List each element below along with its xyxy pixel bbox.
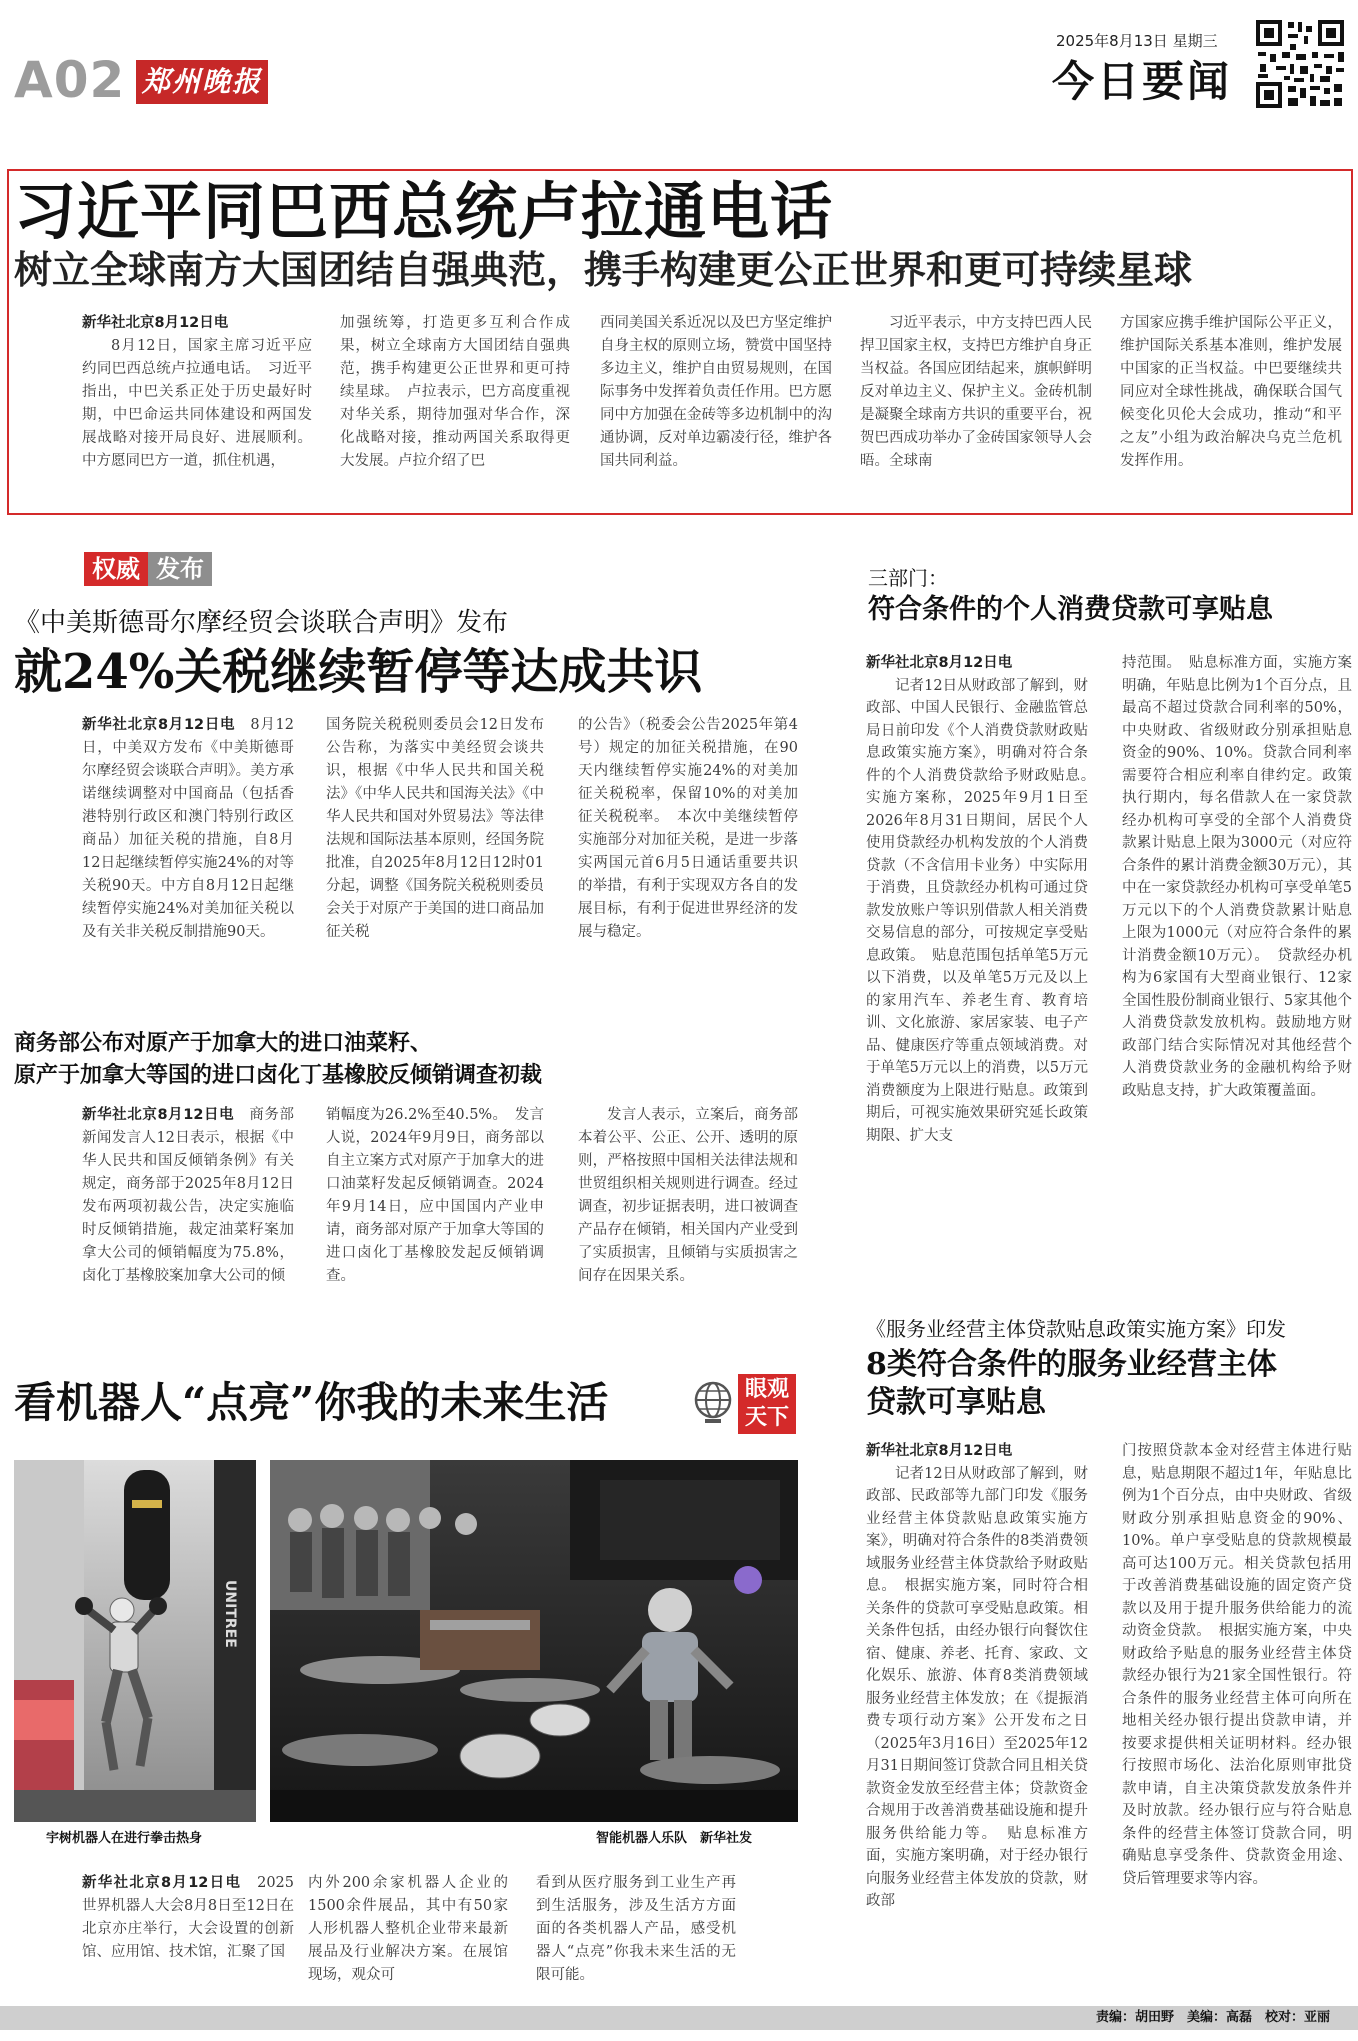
consumer-headline: 符合条件的个人消费贷款可享贴息 [868,594,1273,625]
photo-unitree-text: UNITREE [222,1580,238,1648]
lead-column-5-text: 方国家应携手维护国际公平正义，维护国际关系基本准则，维护发展中国家的正当权益。中巴要继续共同应对全球性挑战，确保联合国气候变化贝伦大会成功，推动“和平之友”小组为政治解决乌克兰危机发挥作用。 [1120,315,1342,469]
canola-column-2 [326,1104,544,1312]
lead-column-3 [600,312,832,500]
masthead [0,0,1358,125]
authority-tag-left: 权威 [84,552,148,586]
globe-icon [688,1378,738,1428]
tariff-dateline: 新华社北京8月12日电 [82,717,236,733]
authority-tag [84,552,212,586]
consumer-column-1-text: 记者12日从财政部了解到，财政部、中国人民银行、金融监管总局日前印发《个人消费贷款财政贴息政策实施方案》，明确对符合条件的个人消费贷款给予财政贴息。 实施方案称，2025年9月1日至2026年8月31日期间，居民个人使用贷款经办机构发放的个人消费贷款（不含信用卡业务）中实际用于消费，且贷款经办机构可通过贷款发放账户等识别借款人相关消费交易信息的部分，可按规定享受贴息政策。 贴息范围包括单笔5万元以下消费，以及单笔5万元及以上的家用汽车、养老生育、教育培训、文化旅游、家居家装、电子产品、健康医疗等重点领域消费。对于单笔5万元以上的消费，以5万元消费额度为上限进行贴息。政策到期后，可视实施效果研究延长政策期限、扩大支 [866,677,1103,1144]
canola-column-1 [82,1104,294,1312]
service-headline-line-2: 贷款可享贴息 [866,1385,1046,1420]
caption-robot-band: 智能机器人乐队 新华社发 [596,1831,753,1846]
tariff-column-1 [82,714,294,984]
tariff-kicker: 《中美斯德哥尔摩经贸会谈联合声明》发布 [14,608,509,638]
service-column-2 [1122,1440,1352,1988]
lead-column-1 [82,312,312,500]
canola-column-2-text: 销幅度为26.2%至40.5%。 发言人说，2024年9月9日，商务部以自主立案方式对原产于加拿大的进口油菜籽发起反倾销调查。2024年9月14日，应中国国内产业申请，商务部对原产于加拿大等国的进口卤化丁基橡胶发起反倾销调查。 [326,1107,544,1284]
robot-headline: 看机器人“点亮”你我的未来生活 [14,1378,609,1427]
tariff-column-3-text: 的公告》（税委会公告2025年第4号）规定的加征关税措施，在90天内继续暂停实施24%的对美加征关税税率，保留10%的对美加征关税税率。 本次中美继续暂停实施部分对加征关税，是进一步落实两国元首6月5日通话重要共识的举措，有利于实现双方各自的发展目标，有利于促进世界经济的发展与稳定。 [578,717,798,940]
lead-column-3-text: 西同美国关系近况以及巴方坚定维护自身主权的原则立场，赞赏中国坚持多边主义，维护自由贸易规则，在国际事务中发挥着负责任作用。巴方愿同中方加强在金砖等多边机制中的沟通协调，反对单边霸凌行径，维护各国共同利益。 [600,315,832,469]
service-column-1-text: 记者12日从财政部了解到，财政部、民政部等九部门印发《服务业经营主体贷款贴息政策实施方案》，明确对符合条件的8类消费领域服务业经营主体贷款给予财政贴息。 根据实施方案，同时符合相关条件的贷款可享受贴息政策。相关条件包括，由经办银行向餐饮住宿、健康、养老、托育、家政、文化娱乐、旅游、体育8类消费领域服务业经营主体发放；在《提振消费专项行动方案》公开发布之日（2025年3月16日）至2025年12月31日期间签订贷款合同且相关贷款资金发放至经营主体；贷款资金合规用于改善消费基础设施和提升服务供给能力等。 贴息标准方面，实施方案明确，对于经办银行向服务业经营主体发放的贷款，财政部 [866,1465,1088,1909]
tariff-headline: 就24%关税继续暂停等达成共识 [14,644,703,700]
robot-badge [738,1374,796,1434]
canola-headline [14,1028,542,1092]
footer-credits: 责编：胡田野 美编：高磊 校对：亚丽 [1096,2010,1331,2025]
service-column-2-text: 门按照贷款本金对经营主体进行贴息，贴息期限不超过1年，年贴息比例为1个百分点，由中央财政、省级财政分别承担贴息资金的90%、10%。单户享受贴息的贷款规模最高可达100万元。相关贷款包括用于改善消费基础设施的固定资产贷款以及用于提升服务供给能力的流动资金贷款。 根据实施方案，中央财政给予贴息的服务业经营主体贷款经办银行为21家全国性银行。符合条件的服务业经营主体可向所在地相关经办银行提出贷款申请，并按要求提供相关证明材料。经办银行按照市场化、法治化原则审批贷款申请，自主决策贷款发放条件并及时放款。经办银行应与符合贴息条件的经营主体签订贷款合同，明确贴息享受条件、贷款资金用途、贷后管理要求等内容。 [1122,1443,1352,1887]
tariff-column-2-text: 国务院关税税则委员会12日发布公告称，为落实中美经贸会谈共识，根据《中华人民共和国关税法》《中华人民共和国海关法》《中华人民共和国对外贸易法》等法律法规和国际法基本原则，经国务院批准，自2025年8月12日12时01分起，调整《国务院关税税则委员会关于对原产于美国的进口商品加征关税 [326,717,544,940]
robot-column-1-text: 2025世界机器人大会8月8日至12日在北京亦庄举行，大会设置的创新馆、应用馆、技术馆，汇聚了国 [82,1875,294,1960]
paper-logo: 郑州晚报 [136,60,268,104]
lead-headline: 习近平同巴西总统卢拉通电话 [14,175,834,248]
robot-column-3-text: 看到从医疗服务到工业生产再到生活服务，涉及生活方方面面的各类机器人产品，感受机器人“点亮”你我未来生活的无限可能。 [536,1875,736,1983]
robot-column-1 [82,1872,294,1988]
lead-dateline: 新华社北京8月12日电 [82,315,229,331]
photo-robot-band [270,1460,798,1822]
canola-column-3-text: 发言人表示，立案后，商务部本着公平、公正、公开、透明的原则，严格按照中国相关法律法规和世贸组织相关规则进行调查。经过调查，初步证据表明，进口被调查产品存在倾销，相关国内产业受到了实质损害，且倾销与实质损害之间存在因果关系。 [578,1107,798,1284]
tariff-column-3 [578,714,798,984]
consumer-dateline: 新华社北京8月12日电 [866,655,1013,671]
robot-column-3 [536,1872,736,1988]
page-number: A02 [14,51,126,109]
lead-column-1-text: 8月12日，国家主席习近平应约同巴西总统卢拉通电话。 习近平指出，中巴关系正处于历史最好时期，中巴命运共同体建设和两国发展战略对接开局良好、进展顺利。中方愿同巴方一道，抓住机遇， [82,338,312,469]
robot-badge-bottom: 天下 [744,1405,789,1430]
robot-dateline: 新华社北京8月12日电 [82,1875,242,1891]
tariff-column-1-text: 8月12日，中美双方发布《中美斯德哥尔摩经贸会谈联合声明》。美方承诺继续调整对中国商品（包括香港特别行政区和澳门特别行政区商品）加征关税的措施，自8月12日起继续暂停实施24%的对等关税90天。中方自8月12日起继续暂停实施24%对美加征关税以及有关非关税反制措施90天。 [82,717,294,940]
robot-column-2 [308,1872,508,1988]
consumer-column-1 [866,652,1103,1254]
service-column-1 [866,1440,1088,1988]
photo-boxing-robot [14,1460,256,1822]
caption-boxing-robot: 宇树机器人在进行拳击热身 [46,1831,203,1846]
canola-column-1-text: 商务部新闻发言人12日表示，根据《中华人民共和国反倾销条例》有关规定，商务部于2025年8月12日发布两项初裁公告，决定实施临时反倾销措施，裁定油菜籽案加拿大公司的倾销幅度为75.8%，卤化丁基橡胶案加拿大公司的倾 [82,1107,294,1284]
authority-tag-right: 发布 [148,552,212,586]
qr-code-icon [1254,18,1346,110]
consumer-kicker: 三部门： [868,566,948,590]
lead-column-2 [340,312,570,500]
canola-headline-line-1: 商务部公布对原产于加拿大的进口油菜籽、 [14,1031,433,1056]
canola-column-3 [578,1104,798,1312]
service-headline [866,1346,1277,1422]
canola-headline-line-2: 原产于加拿大等国的进口卤化丁基橡胶反倾销调查初裁 [14,1063,543,1088]
canola-dateline: 新华社北京8月12日电 [82,1107,235,1123]
robot-badge-top: 眼观 [744,1377,789,1402]
date-line: 2025年8月13日 星期三 [1056,32,1218,50]
service-headline-line-1: 8类符合条件的服务业经营主体 [866,1347,1277,1382]
service-kicker: 《服务业经营主体贷款贴息政策实施方案》印发 [866,1317,1286,1341]
lead-column-4-text: 习近平表示，中方支持巴西人民捍卫国家主权，支持巴方维护自身正当权益。各国应团结起来，旗帜鲜明反对单边主义、保护主义。金砖机制是凝聚全球南方共识的重要平台，祝贺巴西成功举办了金砖国家领导人会晤。全球南 [860,315,1092,469]
lead-subhead: 树立全球南方大国团结自强典范，携手构建更公正世界和更可持续星球 [14,247,1193,292]
section-title: 今日要闻 [1052,57,1233,106]
consumer-column-2-text: 持范围。 贴息标准方面，实施方案明确，年贴息比例为1个百分点，且最高不超过贷款合同利率的50%，中央财政、省级财政分别承担贴息资金的90%、10%。贷款合同利率需要符合相应利率自律约定。政策执行期内，每名借款人在一家贷款经办机构可享受的全部个人消费贷款累计贴息上限为3000元（对应符合条件的累计消费金额30万元），其中在一家贷款经办机构可享受单笔5万元以下的个人消费贷款累计贴息上限为1000元（对应符合条件的累计消费金额10万元）。 贷款经办机构为6家国有大型商业银行、12家全国性股份制商业银行、5家其他个人消费贷款发放机构。鼓励地方财政部门结合实际情况对其他经营个人消费贷款业务的金融机构给予财政贴息支持，扩大政策覆盖面。 [1122,655,1352,1099]
lead-column-4 [860,312,1092,500]
tariff-column-2 [326,714,544,984]
lead-column-5 [1120,312,1342,500]
service-dateline: 新华社北京8月12日电 [866,1443,1013,1459]
robot-column-2-text: 内外200余家机器人企业的1500余件展品，其中有50家人形机器人整机企业带来最新展品及行业解决方案。在展馆现场，观众可 [308,1875,508,1983]
consumer-column-2 [1122,652,1352,1254]
lead-column-2-text: 加强统筹，打造更多互利合作成果，树立全球南方大国团结自强典范，携手构建更公正世界和更可持续星球。 卢拉表示，巴方高度重视对华关系，期待加强对华合作，深化战略对接，推动两国关系取得更大发展。卢拉介绍了巴 [340,315,570,469]
